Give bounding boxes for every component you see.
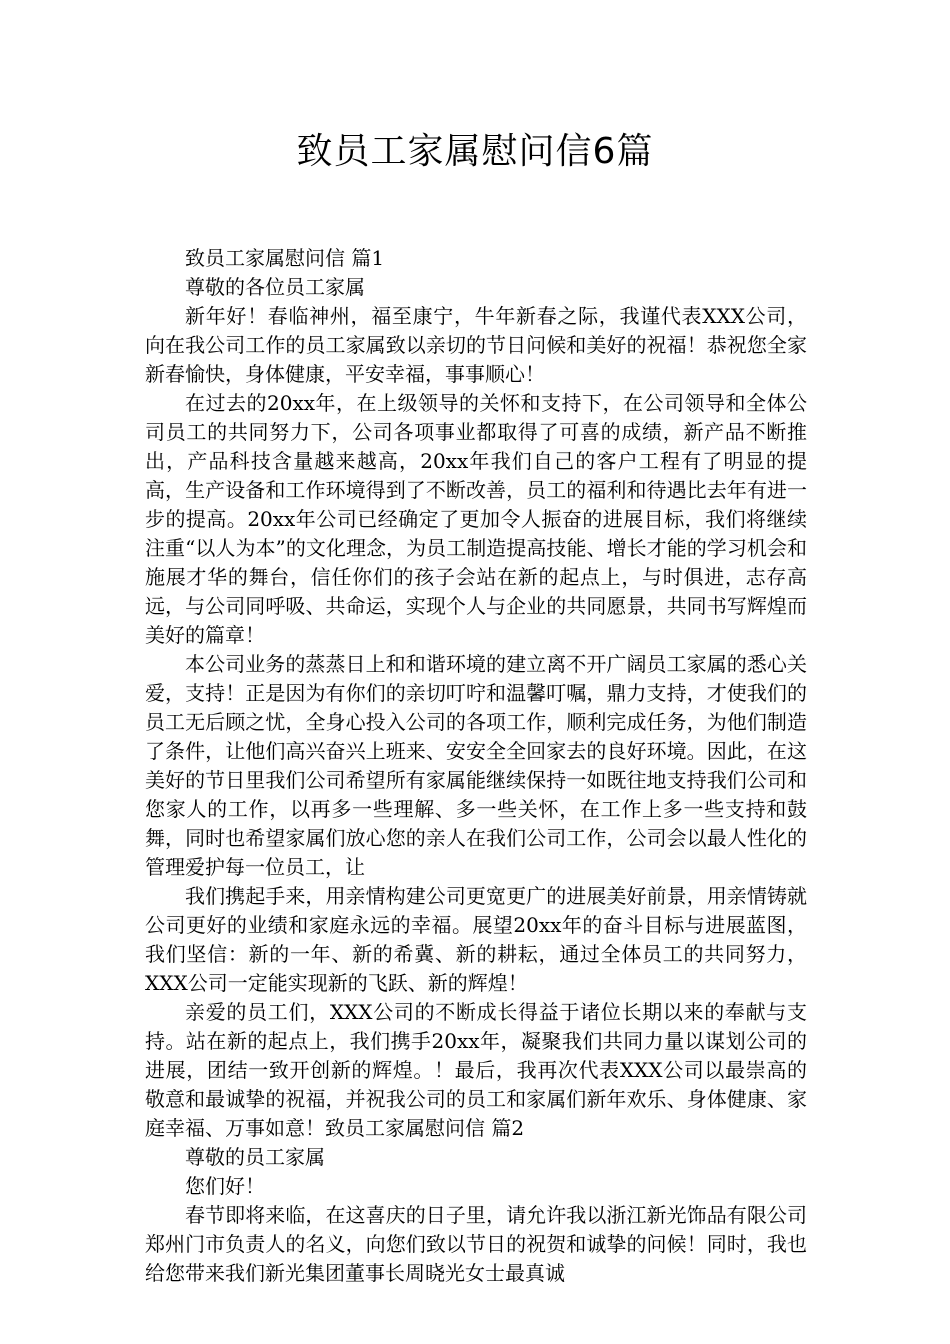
salutation-1: 尊敬的各位员工家属 [185,275,365,299]
body-paragraph: 我们携起手来，用亲情构建公司更宽更广的进展美好前景，用亲情铸就公司更好的业绩和家庭永远的幸福。展望20xx年的奋斗目标与进展蓝图，我们坚信：新的一年、新的希冀、新的耕耘，通过全体员工的共同努力，XXX公司一定能实现新的飞跃、新的辉煌！ [145,884,807,995]
body-paragraph: 在过去的20xx年，在上级领导的关怀和支持下，在公司领导和全体公司员工的共同努力下，公司各项事业都取得了可喜的成绩，新产品不断推出，产品科技含量越来越高，20xx年我们自己的客户工程有了明显的提高，生产设备和工作环境得到了不断改善，员工的福利和待遇比去年有进一步的提高。20xx年公司已经确定了更加令人振奋的进展目标，我们将继续注重“以人为本”的文化理念，为员工制造提高技能、增长才能的学习机会和施展才华的舞台，信任你们的孩子会站在新的起点上，与时俱进，志存高远，与公司同呼吸、共命运，实现个人与企业的共同愿景，共同书写辉煌而美好的篇章！ [145,391,807,647]
document-body [145,244,807,1288]
body-paragraph: 新年好！春临神州，福至康宁，牛年新春之际，我谨代表XXX公司，向在我公司工作的员工家属致以亲切的节日问候和美好的祝福！恭祝您全家新春愉快，身体健康，平安幸福，事事顺心！ [145,304,807,386]
salutation-2: 尊敬的员工家属 [185,1145,325,1169]
document-title: 致员工家属慰问信6篇 [296,131,654,172]
body-paragraph: 亲爱的员工们，XXX公司的不断成长得益于诸位长期以来的奉献与支持。站在新的起点上，我们携手20xx年，凝聚我们共同力量以谋划公司的进展，团结一致开创新的辉煌。！最后，我再次代表XXX公司以最崇高的敬意和最诚挚的祝福，并祝我公司的员工和家属们新年欢乐、身体健康、家庭幸福、万事如意！致员工家属慰问信 篇2 [145,1000,807,1140]
section-heading-1: 致员工家属慰问信 篇1 [185,246,385,270]
greeting: 您们好！ [185,1174,265,1198]
body-paragraph: 本公司业务的蒸蒸日上和和谐环境的建立离不开广阔员工家属的悉心关爱，支持！正是因为有你们的亲切叮咛和温馨叮嘱，鼎力支持，才使我们的员工无后顾之忧，全身心投入公司的各项工作，顺利完成任务，为他们制造了条件，让他们高兴奋兴上班来、安安全全回家去的良好环境。因此，在这美好的节日里我们公司希望所有家属能继续保持一如既往地支持我们公司和您家人的工作，以再多一些理解、多一些关怀，在工作上多一些支持和鼓舞，同时也希望家属们放心您的亲人在我们公司工作，公司会以最人性化的管理爱护每一位员工，让 [145,652,807,879]
body-paragraph: 春节即将来临，在这喜庆的日子里，请允许我以浙江新光饰品有限公司郑州门市负责人的名义，向您们致以节日的祝贺和诚挚的问候！同时，我也给您带来我们新光集团董事长周晓光女士最真诚 [145,1203,807,1285]
